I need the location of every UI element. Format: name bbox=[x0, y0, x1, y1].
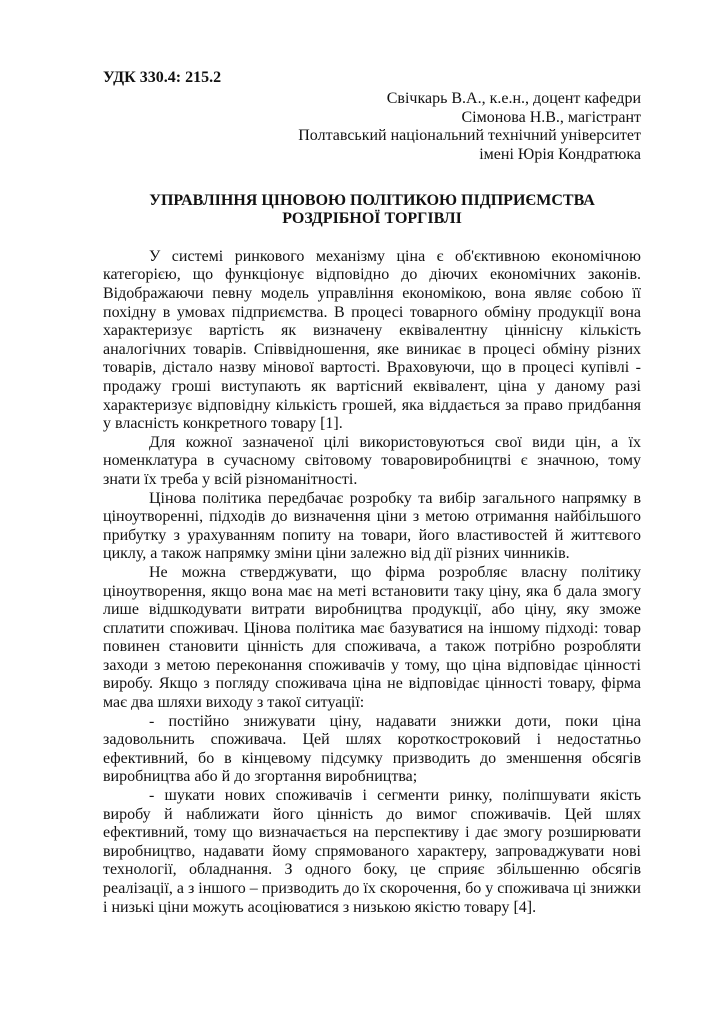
affiliation-line-2: імені Юрія Кондратюка bbox=[479, 146, 641, 164]
title-line-2: РОЗДРІБНОЇ ТОРГІВЛІ bbox=[282, 210, 462, 228]
paragraph-2: Для кожної зазначеної цілі використовуються свої види цін, а їх номенклатура в сучасному світовому товаровиробництві є значною, тому знати їх треба у всій різноманітності. bbox=[103, 433, 641, 488]
paper-page bbox=[103, 68, 641, 917]
paragraph-3: Цінова політика передбачає розробку та вибір загального напрямку в ціноутворенні, підходів до визначення ціни з метою отримання найбільшого прибутку з урахуванням попиту на товари, його властивостей й життєвого циклу, а також напрямку зміни ціни залежно від дії різних чинників. bbox=[103, 489, 641, 563]
author-block bbox=[103, 90, 641, 165]
paper-title bbox=[103, 192, 641, 229]
paragraph-1: У системі ринкового механізму ціна є об'єктивною економічною категорією, що функціонує відповідно до діючих економічних законів. Відображаючи певну модель управління економікою, вона являє собою її похідну в умовах підприємства. В процесі товарного обміну продукції вона характеризує вартість як визначену еквівалентну ціннісну кількість аналогічних товарів. Співвідношення, яке виникає в процесі обміну різних товарів, дістало назву мінової вартості. Враховуючи, що в процесі купівлі - продажу гроші виступають як вартісний еквівалент, ціна у даному разі характеризує відповідну кількість грошей, яка віддається за право придбання у власність конкретного товару [1]. bbox=[103, 247, 641, 433]
udk-code: УДК 330.4: 215.2 bbox=[103, 69, 222, 86]
affiliation-line-1: Полтавський національний технічний університет bbox=[298, 127, 641, 145]
list-item-2: - шукати нових споживачів і сегменти ринку, поліпшувати якість виробу й наближати його цінність до вимог споживачів. Цей шлях ефективний, тому що визначається на перспективу і дає змогу розширювати виробництво, надавати йому спрямованого характеру, запроваджувати нові технології, обладнання. З одного боку, це сприяє збільшенню обсягів реалізації, а з іншого – призводить до їх скорочення, бо у споживача ці знижки і низькі ціни можуть асоціюватися з низькою якістю товару [4]. bbox=[103, 787, 641, 916]
body-text bbox=[103, 248, 641, 917]
list-item-1: - постійно знижувати ціну, надавати знижки доти, поки ціна задовольнить споживача. Цей шлях короткостроковий і недостатньо ефективний, бо в кінцевому підсумку призводить до зменшення обсягів виробництва або й до згортання виробництва; bbox=[103, 712, 641, 786]
title-line-1: УПРАВЛІННЯ ЦІНОВОЮ ПОЛІТИКОЮ ПІДПРИЄМСТВА bbox=[149, 191, 595, 209]
author-1: Свічкарь В.А., к.е.н., доцент кафедри bbox=[386, 90, 641, 107]
author-2: Сімонова Н.В., магістрант bbox=[461, 108, 641, 126]
paragraph-4: Не можна стверджувати, що фірма розробляє власну політику ціноутворення, якщо вона має на меті встановити таку ціну, яка б дала змогу лише відшкодувати витрати виробництва продукції, або ціну, яку зможе сплатити споживач. Цінова політика має базуватися на іншому підході: товар повинен становити цінність для споживача, а також потрібно розробляти заходи з метою переконання споживачів у тому, що ціна відповідає цінності виробу. Якщо з погляду споживача ціна не відповідає цінності товару, фірма має два шляхи виходу з такої ситуації: bbox=[103, 563, 641, 712]
